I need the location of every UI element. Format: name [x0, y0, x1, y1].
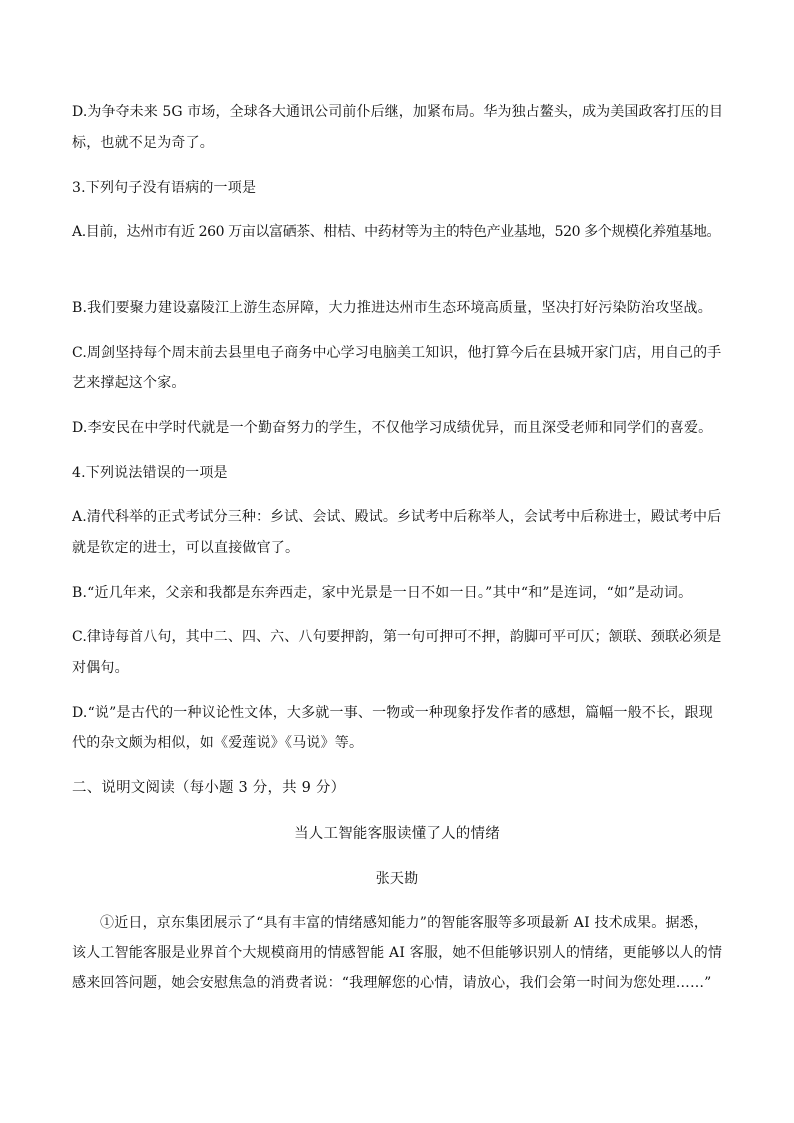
q4-stem: 4.下列说法错误的一项是 [72, 465, 228, 481]
paragraph-1-line1: ①近日，京东集团展示了“具有丰富的情绪感知能力”的智能客服等多项最新 AI 技术成果。据悉， [100, 915, 709, 931]
q4-option-d-line1: D.“说”是古代的一种议论性文体，大多就一事、一物或一种现象抒发作者的感想，篇幅一般不长，跟现 [72, 705, 713, 721]
q4-option-d-line2: 代的杂文颇为相似，如《爱莲说》《马说》等。 [72, 735, 364, 751]
article-author: 张天勘 [375, 871, 419, 887]
q2-option-d-line2: 标，也就不足为奇了。 [72, 135, 214, 151]
paragraph-1-line3: 感来回答问题，她会安慰焦急的消费者说：“我理解您的心情，请放心，我们会第一时间为您处理……” [72, 975, 712, 991]
q4-option-a-line2: 就是钦定的进士，可以直接做官了。 [72, 540, 300, 556]
q3-option-b: B.我们要聚力建设嘉陵江上游生态屏障，大力推进达州市生态环境高质量，坚决打好污染防治攻坚战。 [72, 300, 712, 316]
paragraph-1-line2: 该人工智能客服是业界首个大规模商用的情感智能 AI 客服，她不但能够识别人的情绪，更能够以人的情 [72, 945, 723, 961]
q4-option-a-line1: A.清代科举的正式考试分三种：乡试、会试、殿试。乡试考中后称举人，会试考中后称进士，殿试考中后 [72, 509, 722, 525]
section-heading: 二、说明文阅读（每小题 3 分，共 9 分） [72, 780, 346, 796]
article-title: 当人工智能客服读懂了人的情绪 [294, 826, 500, 842]
q4-option-c-line1: C.律诗每首八句，其中二、四、六、八句要押韵，第一句可押可不押，韵脚可平可仄；颔联、颈联必须是 [72, 629, 722, 645]
q3-option-c-line2: 艺来撑起这个家。 [72, 375, 186, 391]
q4-option-b: B.“近几年来，父亲和我都是东奔西走，家中光景是一日不如一日。”其中“和”是连词，“如”是动词。 [72, 585, 693, 601]
q2-option-d-line1: D.为争夺未来 5G 市场，全球各大通讯公司前仆后继，加紧布局。华为独占鳌头，成为美国政客打压的目 [72, 104, 724, 120]
q3-option-d: D.李安民在中学时代就是一个勤奋努力的学生，不仅他学习成绩优异，而且深受老师和同学们的喜爱。 [72, 420, 713, 436]
q3-option-c-line1: C.周剑坚持每个周末前去县里电子商务中心学习电脑美工知识，他打算今后在县城开家门店，用自己的手 [72, 345, 722, 361]
q4-option-c-line2: 对偶句。 [72, 660, 129, 676]
q3-stem: 3.下列句子没有语病的一项是 [72, 180, 257, 196]
q3-option-a: A.目前，达州市有近 260 万亩以富硒茶、柑桔、中药材等为主的特色产业基地，520 多个规模化养殖基地。 [72, 224, 721, 240]
